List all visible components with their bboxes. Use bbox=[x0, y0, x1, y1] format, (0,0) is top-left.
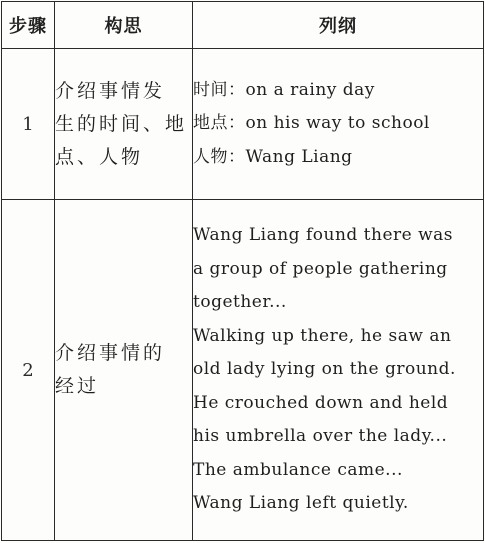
idea-line: 介绍事情发 bbox=[55, 79, 166, 102]
idea-cell bbox=[55, 49, 193, 200]
writing-outline-table bbox=[1, 1, 484, 541]
outline-line: Walking up there, he saw an bbox=[193, 325, 452, 346]
step-number: 2 bbox=[2, 200, 55, 541]
outline-cell bbox=[193, 49, 484, 200]
header-row bbox=[2, 2, 484, 49]
outline-cell bbox=[193, 200, 484, 541]
outline-line: Wang Liang found there was bbox=[193, 225, 454, 246]
outline-line: his umbrella over the lady... bbox=[193, 426, 448, 447]
header-idea: 构思 bbox=[55, 2, 193, 49]
outline-line: 人物：Wang Liang bbox=[193, 146, 353, 167]
idea-line: 经过 bbox=[55, 375, 100, 397]
outline-line: together... bbox=[193, 292, 287, 313]
step-number: 1 bbox=[2, 49, 55, 200]
table-row bbox=[2, 200, 484, 541]
idea-line: 点、人物 bbox=[55, 145, 144, 168]
idea-line: 生的时间、地 bbox=[55, 112, 188, 135]
outline-line: 时间：on a rainy day bbox=[193, 79, 375, 100]
outline-line: Wang Liang left quietly. bbox=[193, 493, 409, 514]
outline-line: He crouched down and held bbox=[193, 392, 449, 413]
outline-line: The ambulance came... bbox=[193, 459, 403, 480]
header-step: 步骤 bbox=[2, 2, 55, 49]
idea-line: 介绍事情的 bbox=[55, 342, 166, 364]
outline-line: a group of people gathering bbox=[193, 258, 448, 279]
table-row bbox=[2, 49, 484, 200]
header-outline: 列纲 bbox=[193, 2, 484, 49]
idea-cell bbox=[55, 200, 193, 541]
outline-line: 地点：on his way to school bbox=[193, 113, 430, 134]
outline-line: old lady lying on the ground. bbox=[193, 359, 456, 380]
